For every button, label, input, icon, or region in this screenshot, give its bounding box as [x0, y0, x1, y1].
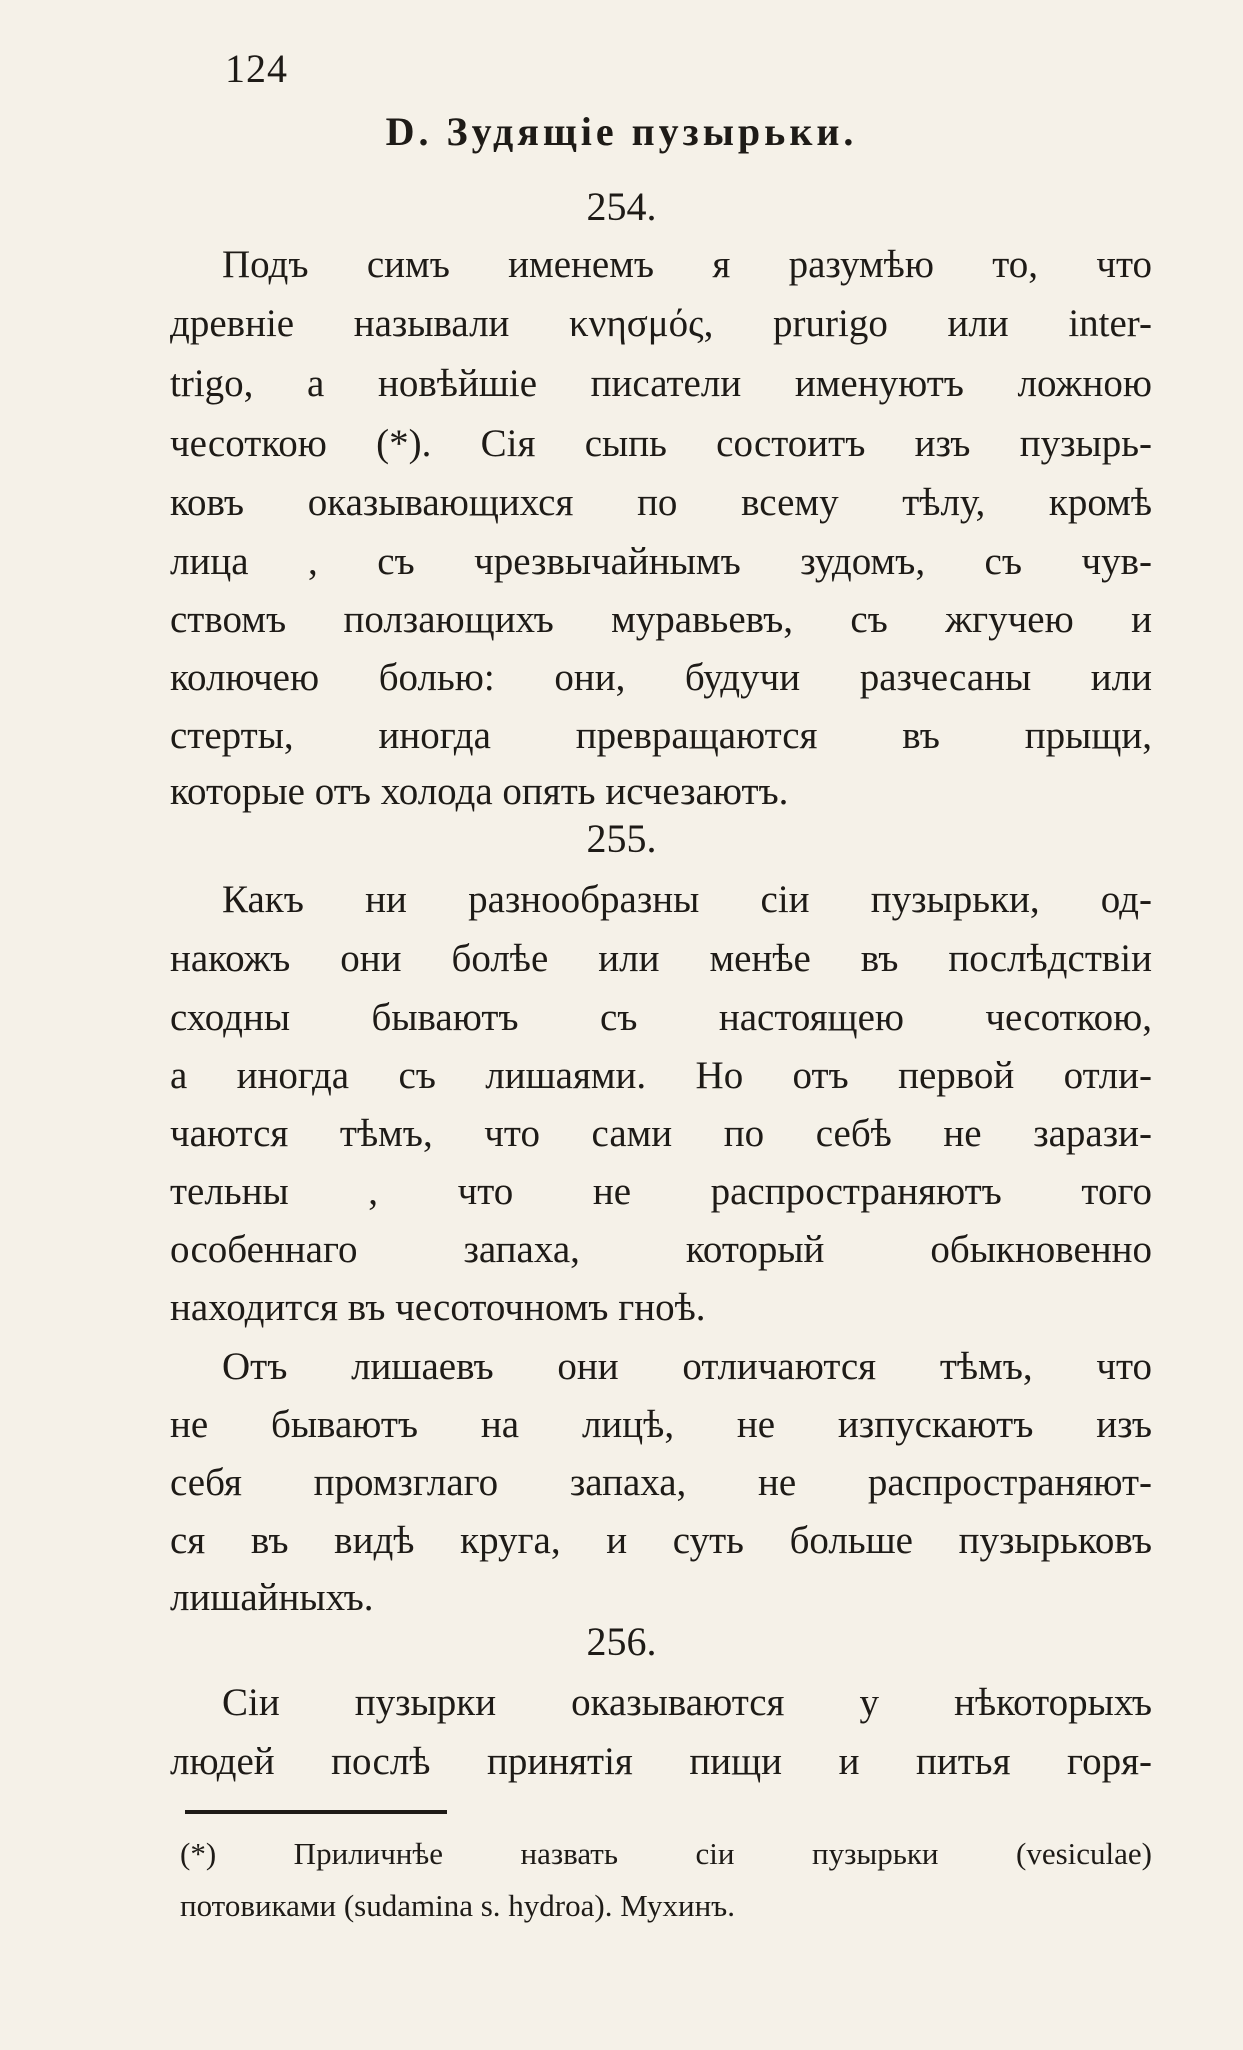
text-line: чаются тѣмъ, что сами по себѣ не зарази-: [170, 1112, 1152, 1155]
text-line: сходны бываютъ съ настоящею чесоткою,: [170, 996, 1152, 1039]
text-line: колючею болью: они, будучи разчесаны или: [170, 656, 1152, 699]
footnote-divider: [185, 1810, 447, 1814]
text-line: ствомъ ползающихъ муравьевъ, съ жгучею и: [170, 598, 1152, 641]
text-line: а иногда съ лишаями. Но отъ первой отли-: [170, 1054, 1152, 1097]
paragraph-number: 255.: [586, 816, 657, 861]
text-line: чесоткою (*). Сія сыпь состоитъ изъ пузырь-: [170, 422, 1152, 465]
text-line: Какъ ни разнообразны сіи пузырьки, од-: [222, 878, 1152, 921]
text-line: лишайныхъ.: [170, 1576, 374, 1619]
text-line: Сіи пузырки оказываются у нѣкоторыхъ: [222, 1681, 1152, 1724]
footnote-line: потовиками (sudamina s. hydroa). Мухинъ.: [180, 1888, 735, 1923]
paragraph-number: 256.: [586, 1619, 657, 1664]
footnote-line: (*) Приличнѣе назвать сіи пузырьки (vesiculae): [180, 1836, 1152, 1871]
text-line: которые отъ холода опять исчезаютъ.: [170, 770, 789, 813]
page-number: 124: [225, 46, 288, 91]
text-line: ковъ оказывающихся по всему тѣлу, кромѣ: [170, 481, 1152, 524]
text-line: накожъ они болѣе или менѣе въ послѣдствіи: [170, 937, 1152, 980]
text-line: стерты, иногда превращаются въ прыщи,: [170, 714, 1152, 757]
text-line: ся въ видѣ круга, и суть больше пузырьковъ: [170, 1519, 1152, 1562]
text-line: тельны , что не распространяютъ того: [170, 1170, 1152, 1213]
text-line: лица , съ чрезвычайнымъ зудомъ, съ чув-: [170, 540, 1152, 583]
text-line: себя промзглаго запаха, не распространяют-: [170, 1461, 1152, 1504]
text-line: людей послѣ принятія пищи и питья горя-: [170, 1740, 1152, 1783]
section-title: D. Зудящіе пузырьки.: [385, 109, 858, 154]
text-line: особеннаго запаха, который обыкновенно: [170, 1228, 1152, 1271]
text-line: Подъ симъ именемъ я разумѣю то, что: [222, 243, 1152, 286]
text-line: древніе называли κνησμός, prurigo или inter-: [170, 302, 1152, 345]
text-line: trigo, а новѣйшіе писатели именуютъ ложною: [170, 362, 1152, 405]
paragraph-number: 254.: [586, 184, 657, 229]
text-line: находится въ чесоточномъ гноѣ.: [170, 1286, 706, 1329]
text-line: Отъ лишаевъ они отличаются тѣмъ, что: [222, 1345, 1152, 1388]
text-line: не бываютъ на лицѣ, не изпускаютъ изъ: [170, 1403, 1152, 1446]
